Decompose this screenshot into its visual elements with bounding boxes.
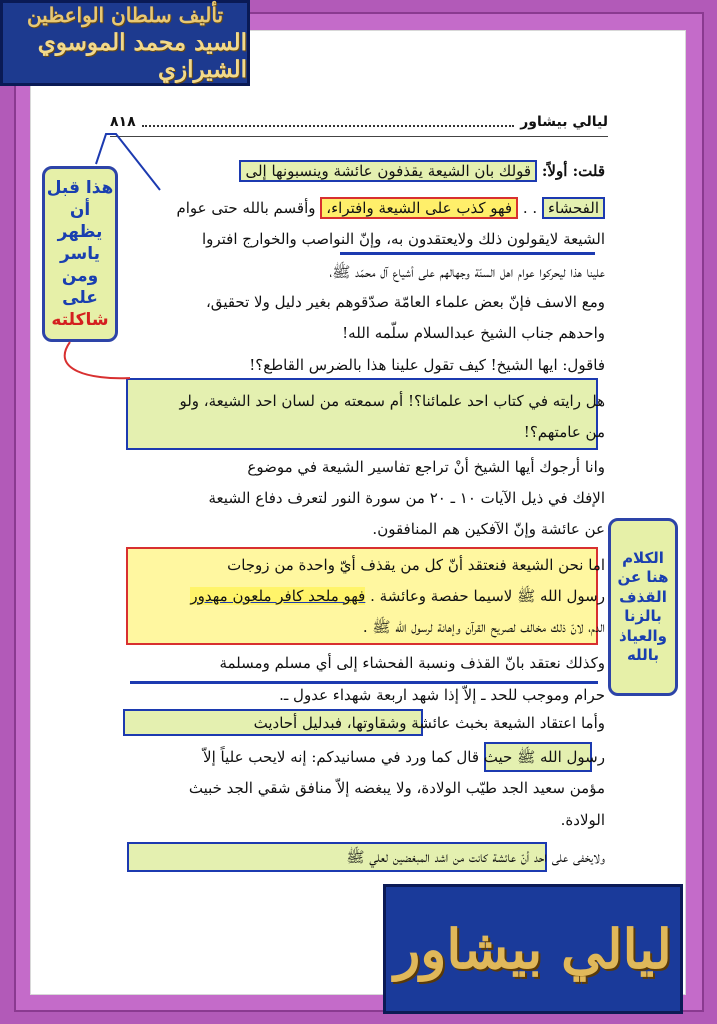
text-line-15: الدم، لانّ ذلك مخالف لصريح القرآن وإهانة لرسول الله ﷺ .	[362, 618, 605, 636]
note-right-line-6: بالله	[626, 646, 660, 664]
text-oath: وأقسم بالله حتى عوام	[176, 199, 316, 217]
text-line-8: هل رايته في كتاب احد علمائنا؟! أم سمعته من لسان احد الشيعة، ولو	[179, 392, 605, 410]
text-line-14	[190, 585, 605, 607]
note-left-highlight: شاكلته	[51, 310, 109, 331]
text-line-1	[239, 160, 605, 182]
text-line-22: ولايخفى على احد أنّ عائشة كانت من اشد المبغضين لعلي ﷺ	[346, 848, 605, 866]
text-line-7: فاقول: ايها الشيخ! كيف تقول علينا هذا بالضرس القاطع؟!	[249, 356, 605, 374]
text-nawasib: وإنّ النواصب والخوارج افتروا	[201, 230, 382, 248]
book-title-plaque-text: ليالي بيشاور	[394, 917, 672, 981]
text-line-17: حرام وموجب للحد ـ إلاّ إذا شهد اربعة شهداء عدول ـ.	[279, 686, 605, 704]
text-rasul: رسول الله ﷺ لاسيما حفصة وعائشة .	[370, 587, 605, 605]
text-line-3	[202, 228, 605, 250]
note-right-line-4: بالزنا	[624, 607, 662, 625]
side-note-left	[42, 166, 118, 342]
text-line-2	[176, 197, 605, 219]
boxed-lie: فهو كذب على الشيعة وافتراء،	[320, 197, 518, 219]
text-line-4: علينا هذا ليحركوا عوام اهل السنّة وجهالهم على أشياع آل محمّد ﷺ،	[329, 263, 605, 281]
text-shia-deny: الشيعة لايقولون ذلك ولايعتقدون به،	[386, 230, 605, 248]
boxed-fahsha: الفحشاء	[542, 197, 605, 219]
note-right-line-2: هنا عن	[617, 568, 669, 586]
author-plaque	[0, 0, 250, 86]
note-left-line-4: ومن	[61, 266, 99, 287]
author-plaque-line1: تأليف سلطان الواعظين	[26, 3, 224, 27]
page-number: ٨١٨	[110, 114, 136, 130]
note-left-line-5: على	[62, 288, 98, 309]
text-verdict: فهو ملحد كافر ملعون مهدور	[190, 587, 366, 605]
text-hadith: حيث قال كما ورد في مسانيدكم: إنه لايحب علياً إلاّ	[203, 748, 513, 766]
text-line-11: الإفك في ذيل الآيات ١٠ ـ ٢٠ من سورة النور لتعرف دفاع الشيعة	[208, 489, 605, 507]
text-line-12: عن عائشة وإنّ الآفكين هم المنافقون.	[372, 520, 605, 538]
label-qult: قلت: أولاً:	[541, 162, 605, 180]
underline-l3	[340, 252, 595, 255]
header-dots	[142, 117, 515, 127]
header-rule	[110, 136, 608, 137]
text-line-13: اما نحن الشيعة فنعتقد أنّ كل من يقذف أيّ واحدة من زوجات	[227, 556, 605, 574]
note-right-line-1: الكلام	[622, 548, 664, 567]
text-line-19	[203, 746, 605, 768]
note-left-line-3: ياسر	[59, 243, 101, 264]
boxed-accusation: قولك بان الشيعة يقذفون عائشة وينسبونها إلى	[239, 160, 537, 182]
text-line-5: ومع الاسف فإنّ بعض علماء العامّة صدّقوهم بغير دليل ولا تحقيق،	[205, 293, 605, 311]
text-line-10: وانا أرجوك أيها الشيخ أنْ تراجع تفاسير الشيعة في موضوع	[247, 458, 605, 476]
text-dots: . .	[522, 199, 538, 217]
note-left-line-1: هذا قبل	[46, 177, 114, 198]
text-line-18: وأما اعتقاد الشيعة بخبث عائشة وشقاوتها، فبدليل أحاديث	[253, 714, 605, 732]
book-title-plaque	[383, 884, 683, 1014]
note-right-line-5: والعياذ	[618, 626, 668, 645]
side-note-right	[608, 518, 678, 696]
page-header	[110, 110, 608, 134]
note-right-line-3: القذف	[619, 587, 667, 606]
text-line-20: مؤمن سعيد الجد طيّب الولادة، ولا يبغضه إلاّ منافق شقي الجد خبيث	[188, 779, 605, 797]
text-line-16: وكذلك نعتقد بانّ القذف ونسبة الفحشاء إلى أي مسلم ومسلمة	[219, 654, 605, 672]
text-rasul-2: رسول الله ﷺ	[517, 748, 605, 766]
author-plaque-line2: السيد محمد الموسوي الشيرازي	[37, 29, 247, 83]
text-line-9: من عامتهم؟!	[523, 423, 605, 441]
book-title: ليالي بيشاور	[520, 114, 608, 130]
note-left-line-2: أن يظهر	[57, 199, 103, 242]
text-line-21: الولادة.	[560, 811, 605, 829]
text-line-6: واحدهم جناب الشيخ عبدالسلام سلّمه الله!	[342, 324, 605, 342]
